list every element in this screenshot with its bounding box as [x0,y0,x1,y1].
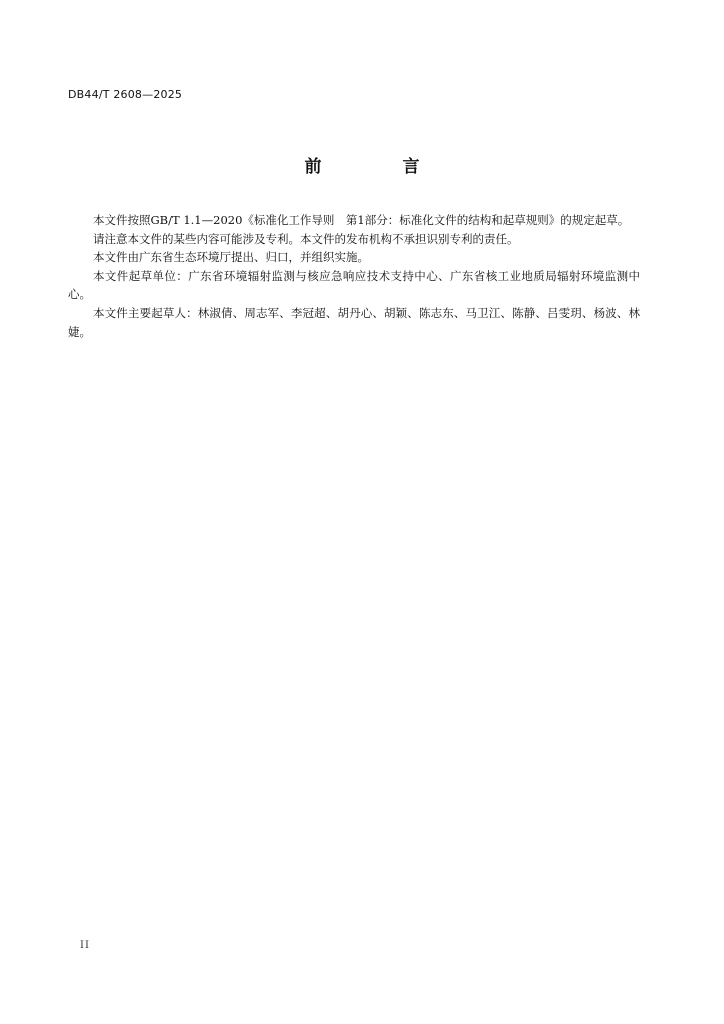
paragraph-drafters: 本文件主要起草人：林淑倩、周志军、李冠超、胡丹心、胡颖、陈志东、马卫江、陈静、吕雯玥、杨波、林婕。 [68,305,640,339]
paragraph-drafting-rules: 本文件按照GB/T 1.1—2020《标准化工作导则 第1部分：标准化文件的结构和起草规则》的规定起草。 [93,213,630,227]
page-title: 前 言 [304,157,452,177]
paragraph-proposer: 本文件由广东省生态环境厅提出、归口，并组织实施。 [93,250,369,265]
page-number: II [80,940,90,951]
foreword-body [68,211,640,341]
paragraph-patent-notice: 请注意本文件的某些内容可能涉及专利。本文件的发布机构不承担识别专利的责任。 [93,231,519,246]
document-code: DB44/T 2608—2025 [68,88,183,101]
paragraph-drafting-units: 本文件起草单位：广东省环境辐射监测与核应急响应技术支持中心、广东省核工业地质局辐射环境监测中心。 [68,268,640,302]
